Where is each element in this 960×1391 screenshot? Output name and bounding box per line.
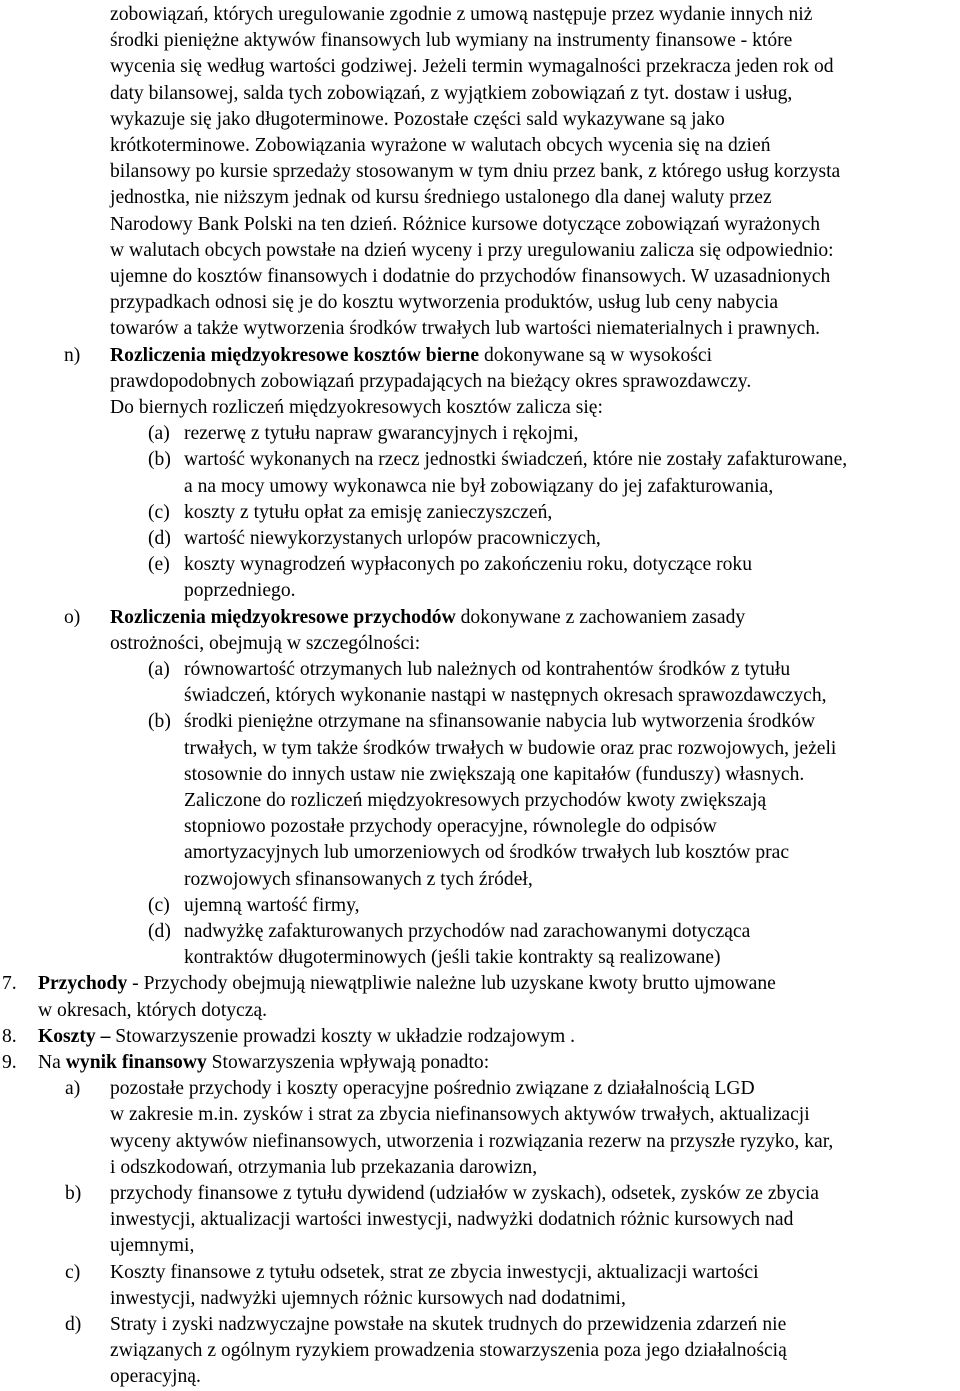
section-7-heading: [38, 971, 776, 997]
section-o-rest: dokonywane z zachowaniem zasady: [455, 606, 746, 628]
section-n-label-text: n): [64, 344, 81, 366]
list-item-line-text: rezerwę z tytułu napraw gwarancyjnych i rękojmi,: [184, 423, 579, 445]
list-item-line: [184, 657, 790, 683]
list-item-line-text: stopniowo pozostałe przychody operacyjne, równolegle do odpisów: [184, 816, 717, 838]
list-item-line: [110, 1338, 787, 1364]
section-7-number: [2, 971, 17, 997]
list-item-line: [110, 1207, 793, 1233]
list-item-line-text: trwałych, w tym także środków trwałych w budowie oraz prac rozwojowych, jeżeli: [184, 737, 837, 759]
list-item-line-text: Koszty finansowe z tytułu odsetek, strat ze zbycia inwestycji, aktualizacji wartości: [110, 1261, 759, 1283]
list-item-line-text: związanych z ogólnym ryzykiem prowadzenia stowarzyszenia poza jego działalnością: [110, 1340, 787, 1362]
list-item-label: [65, 1076, 80, 1102]
list-item-label: [148, 893, 170, 919]
paragraph-line-text: jednostka, nie niższym jednak od kursu średniego ustalonego dla danej waluty przez: [110, 187, 772, 209]
list-item-label: [148, 526, 171, 552]
list-item-line: [184, 447, 847, 473]
paragraph-line: [110, 133, 771, 159]
paragraph-line: [110, 107, 725, 133]
list-item-line: [110, 1312, 786, 1338]
section-8-number: [2, 1024, 17, 1050]
list-item-line: [184, 840, 789, 866]
list-item-line: [184, 683, 827, 709]
section-8-number-text: 8.: [2, 1025, 17, 1047]
section-7-rest: - Przychody obejmują niewątpliwie należne lub uzyskane kwoty brutto ujmowane: [127, 973, 776, 995]
list-item-label-text: (b): [148, 449, 171, 471]
list-item-line-text: kontraktów długoterminowych (jeśli takie kontrakty są realizowane): [184, 947, 721, 969]
list-item-line-text: stosownie do innych ustaw nie zwiększają one kapitałów (funduszy) własnych.: [184, 763, 805, 785]
list-item-line-text: ujemną wartość firmy,: [184, 894, 360, 916]
list-item-line: [184, 552, 752, 578]
paragraph-line: [110, 395, 603, 421]
list-item-line: [110, 1129, 833, 1155]
list-item-line-text: poprzedniego.: [184, 580, 296, 602]
paragraph-line: [110, 54, 834, 80]
paragraph-line: [38, 998, 267, 1024]
list-item-line: [110, 1260, 759, 1286]
paragraph-line: [110, 159, 840, 185]
list-item-line-text: świadczeń, których wykonanie nastąpi w następnych okresach sprawozdawczych,: [184, 685, 827, 707]
list-item-label: [148, 421, 170, 447]
list-item-line-text: koszty wynagrodzeń wypłaconych po zakończeniu roku, dotyczące roku: [184, 554, 753, 576]
list-item-line-text: wartość wykonanych na rzecz jednostki świadczeń, które nie zostały zafakturowane,: [184, 449, 848, 471]
section-9-rest: Stowarzyszenia wpływają ponadto:: [206, 1052, 490, 1073]
paragraph-line-text: w walutach obcych powstałe na dzień wyceny i przy uregulowaniu zalicza się odpowiednio:: [110, 239, 834, 261]
list-item-line: [184, 919, 750, 945]
list-item-label-text: (c): [148, 501, 170, 523]
list-item-label-text: (a): [148, 423, 170, 445]
list-item-line-text: a na mocy umowy wykonawca nie był zobowiązany do jej zafakturowania,: [184, 475, 774, 497]
paragraph-line-text: środki pieniężne aktywów finansowych lub wymiany na instrumenty finansowe - które: [110, 30, 793, 52]
list-item-label-text: (d): [148, 528, 171, 549]
paragraph-line-text: zobowiązań, których uregulowanie zgodnie z umową następuje przez wydanie innych niż: [110, 4, 813, 25]
paragraph-line: [110, 290, 778, 316]
list-item-line-text: i odszkodowań, otrzymania lub przekazania darowizn,: [110, 1156, 538, 1178]
section-n-bold: Rozliczenia międzyokresowe kosztów bierne: [110, 344, 480, 366]
list-item-line-text: wyceny aktywów niefinansowych, utworzenia i rozwiązania rezerw na przyszłe ryzyko, kar,: [110, 1130, 834, 1152]
section-7-bold: Przychody: [38, 973, 128, 995]
paragraph-line: [110, 264, 830, 290]
list-item-line-text: operacyjną.: [110, 1366, 201, 1388]
section-o-label-text: o): [64, 606, 81, 628]
section-n-rest: dokonywane są w wysokości: [479, 344, 713, 366]
list-item-label: [148, 552, 170, 578]
list-item-label-text: a): [65, 1078, 81, 1100]
list-item-label-text: d): [65, 1314, 82, 1335]
list-item-label: [148, 709, 171, 735]
list-item-line: [184, 500, 552, 526]
section-7-number-text: 7.: [2, 973, 17, 995]
list-item-label: [65, 1181, 81, 1207]
paragraph-line: [110, 238, 834, 264]
list-item-label-text: (c): [148, 894, 170, 916]
paragraph-line-text: wykazuje się jako długoterminowe. Pozostałe części sald wykazywane są jako: [110, 108, 725, 130]
section-o-label: [64, 605, 80, 631]
list-item-line: [184, 893, 360, 919]
section-n-heading: [110, 343, 712, 369]
list-item-line-text: pozostałe przychody i koszty operacyjne pośrednio związane z działalnością LGD: [110, 1078, 755, 1100]
list-item-label-text: (a): [148, 659, 170, 680]
list-item-line-text: ujemnymi,: [110, 1235, 195, 1257]
list-item-label-text: (d): [148, 921, 171, 942]
list-item-line: [184, 736, 836, 762]
paragraph-line: [110, 316, 820, 342]
list-item-line-text: środki pieniężne otrzymane na sfinansowanie nabycia lub wytworzenia środków: [184, 711, 816, 733]
section-8-heading: [38, 1024, 575, 1050]
list-item-line: [184, 945, 720, 971]
list-item-label: [148, 447, 171, 473]
list-item-line-text: amortyzacyjnych lub umorzeniowych od środków trwałych lub kosztów prac: [184, 842, 790, 864]
list-item-label-text: c): [65, 1261, 81, 1283]
section-8-rest: Stowarzyszenie prowadzi koszty w układzie rodzajowym .: [110, 1025, 576, 1047]
list-item-line-text: równowartość otrzymanych lub należnych od kontrahentów środków z tytułu: [184, 659, 791, 680]
list-item-line: [184, 578, 296, 604]
list-item-line: [184, 526, 601, 552]
paragraph-line-text: wycenia się według wartości godziwej. Jeżeli termin wymagalności przekracza jeden rok od: [110, 56, 834, 78]
list-item-line: [110, 1076, 755, 1102]
list-item-label: [148, 657, 170, 683]
list-item-line: [110, 1233, 194, 1259]
list-item-line-text: Zaliczone do rozliczeń międzyokresowych przychodów kwoty zwiększają: [184, 790, 767, 811]
section-o-bold: Rozliczenia międzyokresowe przychodów: [110, 606, 456, 628]
list-item-label: [148, 500, 170, 526]
paragraph-line-text: w okresach, których dotyczą.: [38, 999, 268, 1021]
paragraph-line-text: krótkoterminowe. Zobowiązania wyrażone w walutach obcych wycenia się na dzień: [110, 135, 771, 156]
list-item-line-text: przychody finansowe z tytułu dywidend (udziałów w zyskach), odsetek, zysków ze zbycia: [110, 1183, 819, 1204]
paragraph-line-text: ostrożności, obejmują w szczególności:: [110, 632, 421, 654]
paragraph-line-text: Narodowy Bank Polski na ten dzień. Różnice kursowe dotyczące zobowiązań wyrażonych: [110, 213, 821, 235]
list-item-line: [184, 421, 578, 447]
list-item-line: [184, 788, 766, 814]
paragraph-line: [110, 369, 751, 395]
list-item-line: [184, 709, 815, 735]
section-8-bold: Koszty –: [38, 1025, 111, 1047]
section-9-heading: [38, 1050, 489, 1076]
section-9-pre: Na: [38, 1052, 66, 1073]
section-9-bold: wynik finansowy: [65, 1052, 207, 1073]
paragraph-line: [110, 212, 820, 238]
list-item-label: [65, 1312, 81, 1338]
list-item-line: [184, 474, 773, 500]
paragraph-line-text: przypadkach odnosi się je do kosztu wytworzenia produktów, usług lub ceny nabycia: [110, 292, 779, 314]
list-item-label-text: (e): [148, 554, 170, 576]
paragraph-line-text: bilansowy po kursie sprzedaży stosowanym w tym dniu przez bank, z którego usług korzysta: [110, 161, 841, 183]
paragraph-line-text: towarów a także wytworzenia środków trwałych lub wartości niematerialnych i prawnych.: [110, 318, 821, 340]
list-item-line: [110, 1155, 537, 1181]
section-n-label: [64, 343, 80, 369]
list-item-line: [110, 1364, 201, 1390]
list-item-line: [110, 1181, 819, 1207]
list-item-line-text: rozwojowych sfinansowanych z tych źródeł,: [184, 868, 533, 890]
list-item-line: [110, 1102, 810, 1128]
paragraph-line-text: ujemne do kosztów finansowych i dodatnie do przychodów finansowych. W uzasadnionych: [110, 266, 831, 287]
paragraph-line: [110, 81, 792, 107]
section-o-heading: [110, 605, 745, 631]
list-item-line: [110, 1286, 626, 1312]
list-item-label-text: (b): [148, 711, 171, 733]
list-item-label: [148, 919, 171, 945]
list-item-line-text: wartość niewykorzystanych urlopów pracowniczych,: [184, 528, 601, 549]
list-item-line-text: inwestycji, aktualizacji wartości inwestycji, nadwyżki dodatnich różnic kursowych nad: [110, 1209, 794, 1231]
list-item-line: [184, 867, 533, 893]
paragraph-line-text: prawdopodobnych zobowiązań przypadających na bieżący okres sprawozdawczy.: [110, 370, 752, 392]
section-9-number-text: 9.: [2, 1052, 17, 1073]
list-item-line-text: Straty i zyski nadzwyczajne powstałe na skutek trudnych do przewidzenia zdarzeń nie: [110, 1314, 787, 1335]
paragraph-line: [110, 185, 772, 211]
list-item-line-text: w zakresie m.in. zysków i strat za zbycia niefinansowych aktywów trwałych, aktualizacji: [110, 1104, 810, 1126]
list-item-line-text: koszty z tytułu opłat za emisję zanieczyszczeń,: [184, 501, 553, 523]
section-9-number: [2, 1050, 17, 1076]
list-item-line-text: nadwyżkę zafakturowanych przychodów nad zarachowanymi dotycząca: [184, 921, 751, 942]
list-item-line-text: inwestycji, nadwyżki ujemnych różnic kursowych nad dodatnimi,: [110, 1287, 626, 1309]
paragraph-line-text: daty bilansowej, salda tych zobowiązań, z wyjątkiem zobowiązań z tyt. dostaw i usług,: [110, 82, 793, 104]
paragraph-line: [110, 28, 792, 54]
list-item-line: [184, 762, 804, 788]
paragraph-line: [110, 2, 812, 28]
list-item-label-text: b): [65, 1183, 82, 1204]
list-item-label: [65, 1260, 80, 1286]
list-item-line: [184, 814, 717, 840]
paragraph-line-text: Do biernych rozliczeń międzyokresowych kosztów zalicza się:: [110, 397, 603, 418]
paragraph-line: [110, 631, 420, 657]
